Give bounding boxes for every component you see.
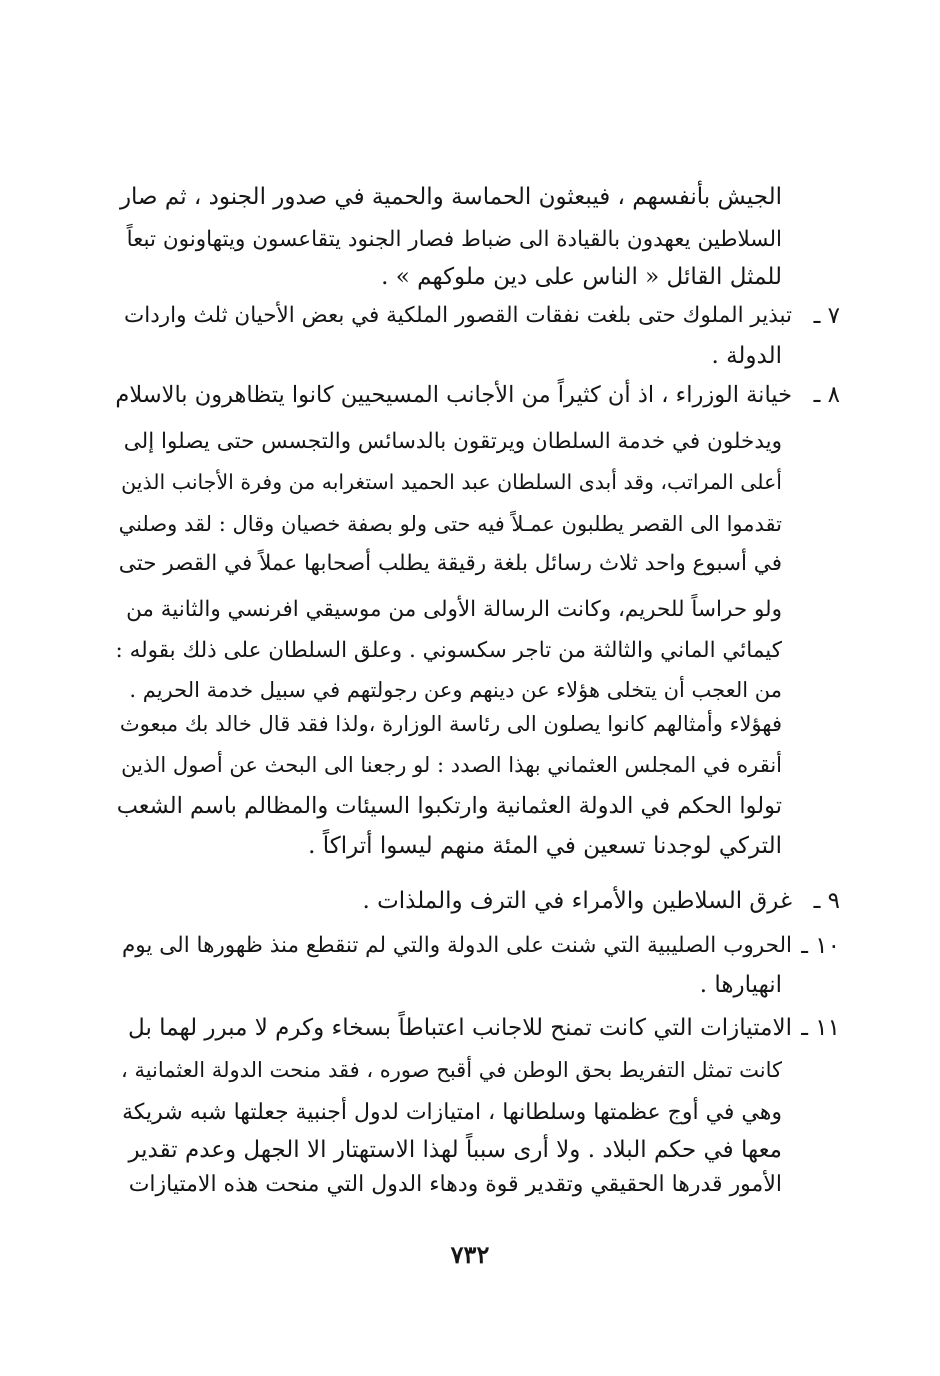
item-line: التركي لوجدنا تسعين في المئة منهم ليسوا أتراكاً . bbox=[308, 833, 782, 859]
item-number: ٧ ـ bbox=[813, 303, 840, 329]
item-line: انهيارها . bbox=[699, 972, 782, 998]
item-line: أعلى المراتب، وقد أبدى السلطان عبد الحميد استغرابه من وفرة الأجانب الذين bbox=[121, 470, 782, 494]
item-line: ويدخلون في خدمة السلطان ويرتقون بالدسائس والتجسس حتى يصلوا إلى bbox=[123, 429, 782, 454]
intro-line: للمثل القائل « الناس على دين ملوكهم » . bbox=[381, 264, 782, 290]
page-number: ٧٣٢ bbox=[450, 1240, 490, 1269]
item-line: الامتيازات التي كانت تمنح للاجانب اعتباطاً بسخاء وكرم لا مبرر لهما بل bbox=[128, 1015, 792, 1041]
item-line: معها في حكم البلاد . ولا أرى سبباً لهذا الاستهتار الا الجهل وعدم تقدير bbox=[128, 1137, 782, 1163]
item-line: فهؤلاء وأمثالهم كانوا يصلون الى رئاسة الوزارة ،ولذا فقد قال خالد بك مبعوث bbox=[119, 712, 782, 736]
item-line: تقدموا الى القصر يطلبون عمـلاً فيه حتى ولو بصفة خصيان وقال : لقد وصلني bbox=[118, 512, 782, 536]
item-line: غرق السلاطين والأمراء في الترف والملذات . bbox=[362, 888, 792, 914]
item-number: ٩ ـ bbox=[813, 888, 840, 914]
item-line: الأمور قدرها الحقيقي وتقدير قوة ودهاء الدول التي منحت هذه الامتيازات bbox=[128, 1172, 782, 1197]
item-line: وهي في أوج عظمتها وسلطانها ، امتيازات لدول أجنبية جعلتها شبه شريكة bbox=[122, 1100, 782, 1125]
item-line: تبذير الملوك حتى بلغت نفقات القصور الملكية في بعض الأحيان ثلث واردات bbox=[124, 303, 792, 328]
item-number: ٨ ـ bbox=[813, 382, 840, 408]
item-line: في أسبوع واحد ثلاث رسائل بلغة رقيقة يطلب أصحابها عملاً في القصر حتى bbox=[118, 551, 782, 576]
item-line: كانت تمثل التفريط بحق الوطن في أقبح صوره ، فقد منحت الدولة العثمانية ، bbox=[121, 1058, 782, 1082]
item-line: الدولة . bbox=[711, 343, 782, 369]
intro-line: الجيش بأنفسهم ، فيبعثون الحماسة والحمية في صدور الجنود ، ثم صار bbox=[119, 184, 782, 210]
item-line: من العجب أن يتخلى هؤلاء عن دينهم وعن رجولتهم في سبيل خدمة الحريم . bbox=[129, 678, 782, 702]
item-line: كيمائي الماني والثالثة من تاجر سكسوني . وعلق السلطان على ذلك بقوله : bbox=[115, 638, 782, 663]
item-line: ولو حراساً للحريم، وكانت الرسالة الأولى من موسيقي افرنسي والثانية من bbox=[126, 597, 782, 622]
item-line: أنقره في المجلس العثماني بهذا الصدد : لو رجعنا الى البحث عن أصول الذين bbox=[121, 753, 782, 777]
item-line: الحروب الصليبية التي شنت على الدولة والتي لم تنقطع منذ ظهورها الى يوم bbox=[122, 933, 792, 958]
intro-line: السلاطين يعهدون بالقيادة الى ضباط فصار الجنود يتقاعسون ويتهاونون تبعاً bbox=[126, 227, 782, 252]
item-number: ١٠ ـ bbox=[801, 933, 840, 959]
item-line: خيانة الوزراء ، اذ أن كثيراً من الأجانب المسيحيين كانوا يتظاهرون بالاسلام bbox=[115, 382, 792, 408]
item-number: ١١ ـ bbox=[801, 1015, 840, 1041]
item-line: تولوا الحكم في الدولة العثمانية وارتكبوا السيئات والمظالم باسم الشعب bbox=[116, 793, 782, 819]
